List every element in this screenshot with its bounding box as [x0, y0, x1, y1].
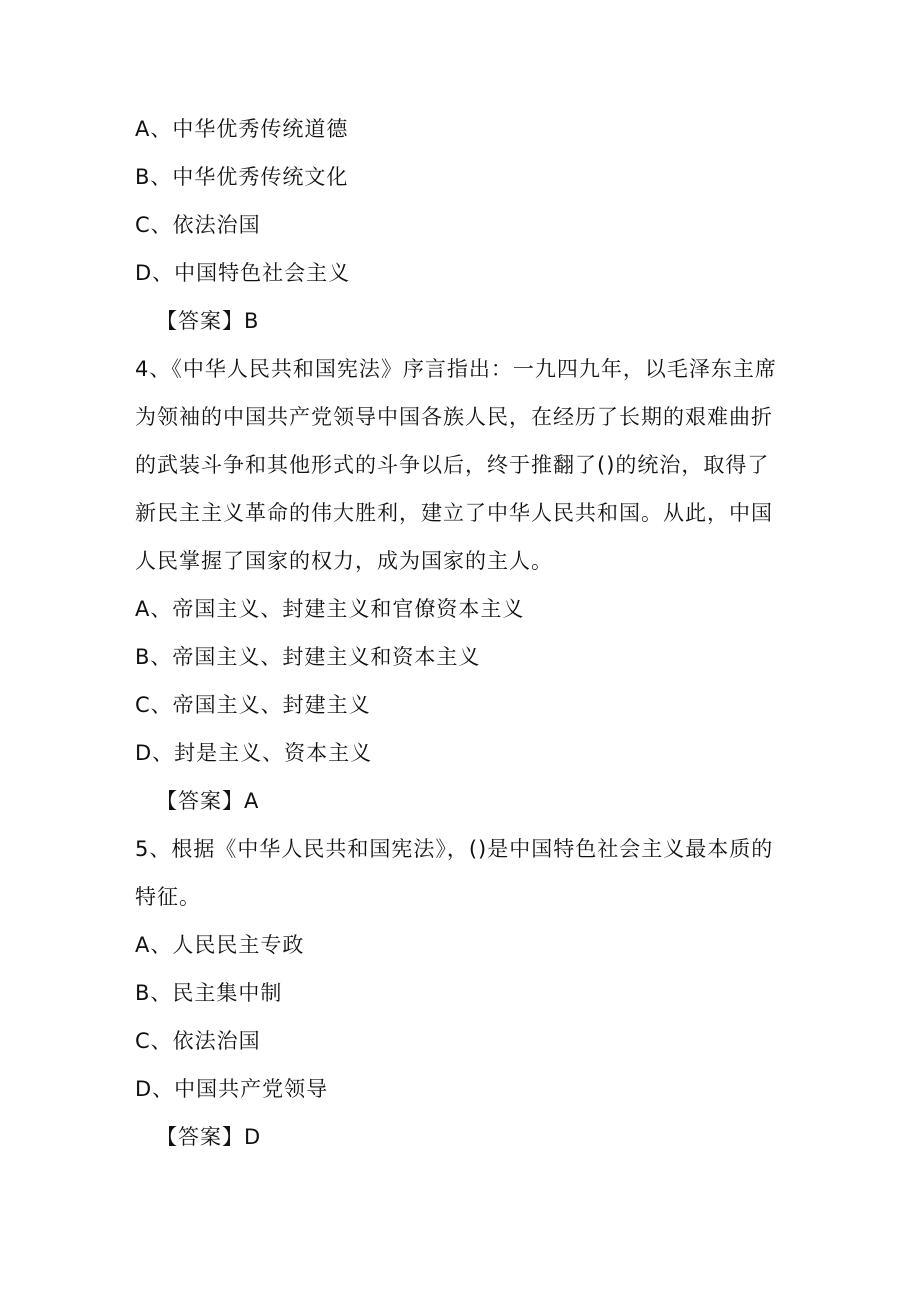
q4-option-d: D、封是主义、资本主义 [135, 741, 373, 765]
q4-stem-line-1: 4、《中华人民共和国宪法》序言指出：一九四九年，以毛泽东主席 [135, 357, 777, 381]
q4-answer: 【答案】A [156, 789, 260, 813]
q4-stem-line-5: 人民掌握了国家的权力，成为国家的主人。 [135, 549, 553, 573]
q3-option-d: D、中国特色社会主义 [135, 261, 351, 285]
q5-option-d: D、中国共产党领导 [135, 1077, 329, 1101]
q5-stem-line-1: 5、根据《中华人民共和国宪法》，()是中国特色社会主义最本质的 [135, 837, 774, 861]
q4-stem-line-4: 新民主主义革命的伟大胜利，建立了中华人民共和国。从此，中国 [135, 501, 773, 525]
q4-stem-line-2: 为领袖的中国共产党领导中国各族人民，在经历了长期的艰难曲折 [135, 405, 773, 429]
q4-option-c: C、帝国主义、封建主义 [135, 693, 371, 717]
q3-option-b: B、中华优秀传统文化 [135, 165, 349, 189]
q5-option-a: A、人民民主专政 [135, 933, 305, 957]
q3-answer: 【答案】B [156, 309, 260, 333]
q5-answer: 【答案】D [156, 1125, 262, 1149]
q5-option-c: C、依法治国 [135, 1029, 261, 1053]
q5-option-b: B、民主集中制 [135, 981, 283, 1005]
q3-option-a: A、中华优秀传统道德 [135, 117, 349, 141]
q4-option-a: A、帝国主义、封建主义和官僚资本主义 [135, 597, 525, 621]
q4-stem-line-3: 的武装斗争和其他形式的斗争以后，终于推翻了()的统治，取得了 [135, 453, 770, 477]
q3-option-c: C、依法治国 [135, 213, 261, 237]
q5-stem-line-2: 特征。 [135, 885, 201, 909]
q4-option-b: B、帝国主义、封建主义和资本主义 [135, 645, 481, 669]
